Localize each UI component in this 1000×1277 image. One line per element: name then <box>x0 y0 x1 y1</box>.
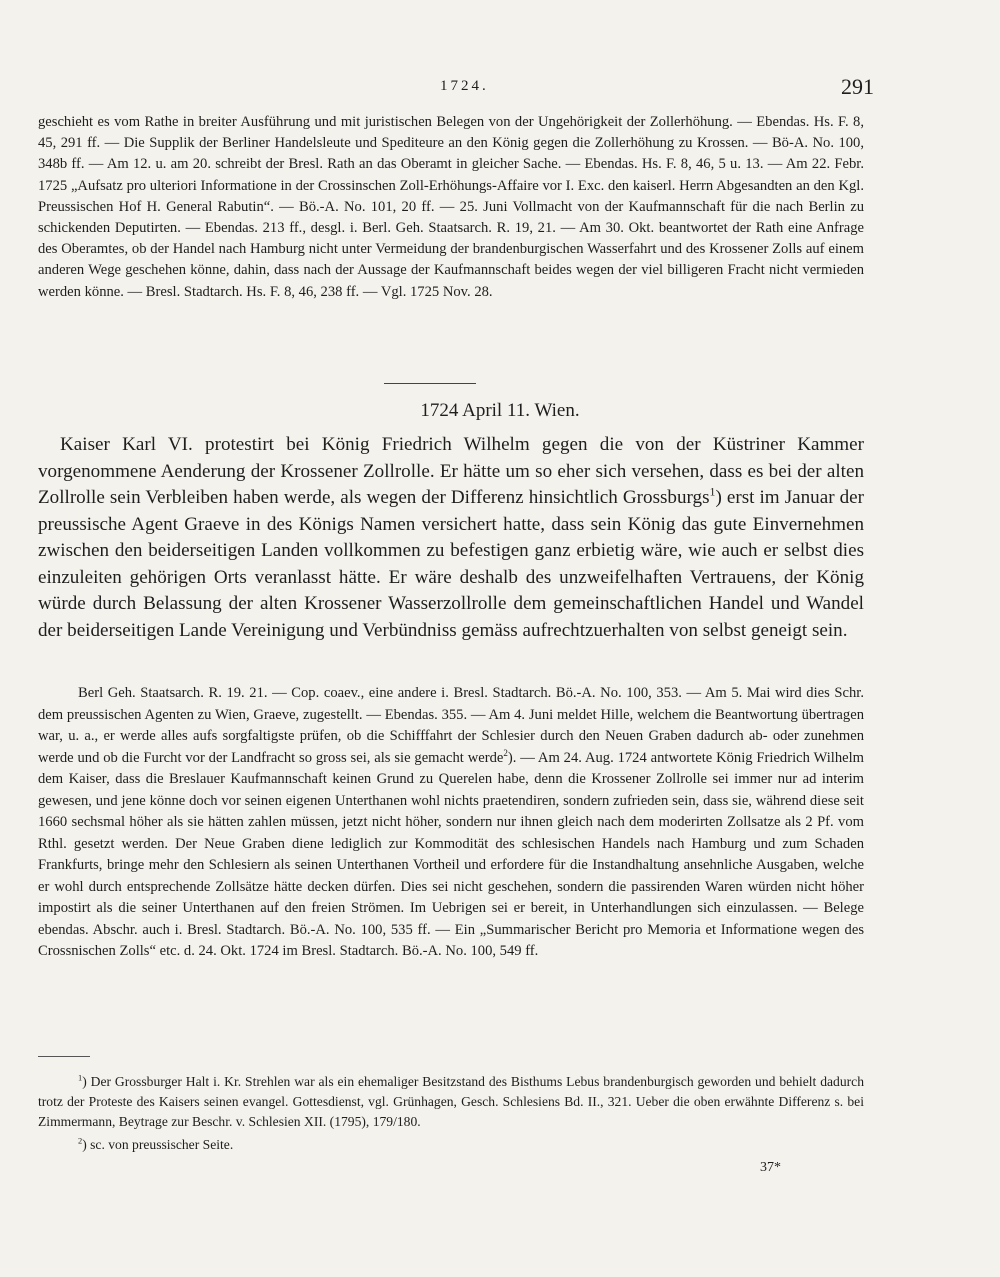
footnote-2 <box>38 1135 864 1155</box>
regest-text-part2: ) erst im Januar der preussische Agent Graeve in des Königs Namen versichert hatte, dass sein König das gute Einvernehmen zwischen den beiderseitigen Landen vollkommen zu befestigen ganz erbietig wäre, wie auch er selbst dies einzuleiten gehörigen Orts veranlasst hätte. Er wäre deshalb des unzweifelhaften Vertrauens, der König würde durch Belassung der alten Krossener Wasserzollrolle dem gemeinschaftlichen Handel und Wandel der beiderseitigen Lande Vereinigung und Verbündniss gemäss aufrechtzuerhalten von selbst geneigt sein. <box>38 487 865 641</box>
entry-place: Wien. <box>534 400 580 421</box>
footnote-text: ) sc. von preussischer Seite. <box>82 1137 234 1153</box>
notes-text-part2: ). — Am 24. Aug. 1724 antwortete König Friedrich Wilhelm dem Kaiser, dass die Breslauer Kaufmannschaft keinen Grund zu Querelen habe, denn die Krossener Zollrolle sei immer nur ad interim gewesen, und jene könne doch vor seinen eigenen Unterthanen wohl nichts praetendiren, sondern zufrieden sein, dass sie, während diese seit 1660 sechsmal höher als sie hätten zahlen müssen, jetzt nicht höher, sondern nur ihnen gleich nach dem moderirten Zollsatze als 2 Pf. vom Rthl. gesetzt werden. Der Neue Graben diene lediglich zur Kommodität des schlesischen Handels nach Hamburg und zum Schaden Frankfurts, bringe mehr den Schlesiern als seinen Unterthanen Vortheil und erfordere für die Instandhaltung ansehnliche Ausgaben, welche er wohl durch entsprechende Zollsätze hätte decken dürfen. Dies sei nicht geschehen, sondern die passirenden Waren würden nicht höher impostirt als die seiner Unterthanen auf den freien Strömen. Im Uebrigen sei er bereit, in Unterhandlungen sich einzulassen. — Belege ebendas. Abschr. auch i. Bresl. Stadtarch. Bö.-A. No. 100, 535 ff. — Ein „Summarischer Bericht pro Memoria et Informatione wegen des Crossnischen Zolls“ etc. d. 24. Okt. 1724 im Bresl. Stadtarch. Bö.-A. No. 100, 549 ff. <box>38 749 864 959</box>
footnote-marker: 2 <box>78 1135 83 1146</box>
footnote-divider <box>38 1056 90 1057</box>
notes-text-part1: Berl Geh. Staatsarch. R. 19. 21. — Cop. coaev., eine andere i. Bresl. Stadtarch. Bö.-A. No. 100, 353. — Am 5. Mai wird dies Schr. dem preussischen Agenten zu Wien, Graeve, zugestellt. — Ebendas. 355. — Am 4. Juni meldet Hille, welchem die Beantwortung übertragen war, u. a., er werde alles aufs sorgfaltigste prüfen, ob die Schifffahrt der Schlesier durch den Neuen Graben dadurch ab- oder zunehmen werde und ob die Furcht vor der Landfracht so gross sei, als sie gemacht werde <box>38 685 864 766</box>
page-number: 291 <box>841 74 874 99</box>
footnotes-block <box>38 1072 864 1155</box>
footnote-ref-1: 1 <box>709 484 716 499</box>
header-year: 1724. <box>440 78 489 94</box>
footnote-ref-2: 2 <box>503 747 508 758</box>
entry-heading <box>0 400 1000 422</box>
entry-date: 1724 April 11. <box>420 400 531 421</box>
entry-regest-block <box>38 432 864 644</box>
footnote-text: ) Der Grossburger Halt i. Kr. Strehlen war als ein ehemaliger Besitzstand des Bisthums Lebus brandenburgisch geworden und behielt dadurch trotz der Proteste des Kaisers seinen evangel. Gottesdienst, vgl. Grünhagen, Gesch. Schlesiens Bd. II., 321. Ueber die oben erwähnte Differenz s. bei Zimmermann, Beytrage zur Beschr. v. Schlesien XII. (1795), 179/180. <box>38 1074 864 1129</box>
footnote-1 <box>38 1072 864 1131</box>
entry-notes-block <box>38 683 864 963</box>
running-header <box>0 74 1000 100</box>
entry-notes <box>38 683 864 963</box>
intro-note-block <box>38 112 864 303</box>
entry-regest <box>38 432 864 644</box>
signature-mark: 37* <box>760 1160 781 1175</box>
regest-text-part1: Kaiser Karl VI. protestirt bei König Friedrich Wilhelm gegen die von der Küstriner Kammer vorgenommene Aenderung der Krossener Zollrolle. Er hätte um so eher sich versehen, dass es bei der alten Zollrolle sein Verbleiben haben werde, als wegen der Differenz hinsichtlich Grossburgs <box>38 434 864 508</box>
footnote-marker: 1 <box>78 1072 83 1083</box>
intro-note: geschieht es vom Rathe in breiter Ausführung und mit juristischen Belegen von der Ungehörigkeit der Zollerhöhung. — Ebendas. Hs. F. 8, 45, 291 ff. — Die Supplik der Berliner Handelsleute und Spediteure an den König gegen die Zollerhöhung zu Krossen. — Bö-A. No. 100, 348b ff. — Am 12. u. am 20. schreibt der Bresl. Rath an das Oberamt in gleicher Sache. — Ebendas. Hs. F. 8, 46, 5 u. 13. — Am 22. Febr. 1725 „Aufsatz pro ulteriori Informatione in der Crossinschen Zoll-Erhöhungs-Affaire vor I. Exc. den kaiserl. Herrn Abgesandten an den Kgl. Preussischen Hof H. General Rabutin“. — Bö.-A. No. 101, 20 ff. — 25. Juni Vollmacht von der Kaufmannschaft für die nach Berlin zu schickenden Deputirten. — Ebendas. 213 ff., desgl. i. Berl. Geh. Staatsarch. R. 19, 21. — Am 30. Okt. beantwortet der Rath eine Anfrage des Oberamtes, ob der Handel nach Hamburg nicht unter Vermeidung der brandenburgischen Wasserfahrt und des Krossener Zolls auf einem anderen Wege geschehen könne, dahin, dass nach der Aussage der Kaufmannschaft beides wegen der viel billigeren Fracht nicht vermieden werden könne. — Bresl. Stadtarch. Hs. F. 8, 46, 238 ff. — Vgl. 1725 Nov. 28. <box>38 114 864 300</box>
section-divider <box>384 383 476 384</box>
